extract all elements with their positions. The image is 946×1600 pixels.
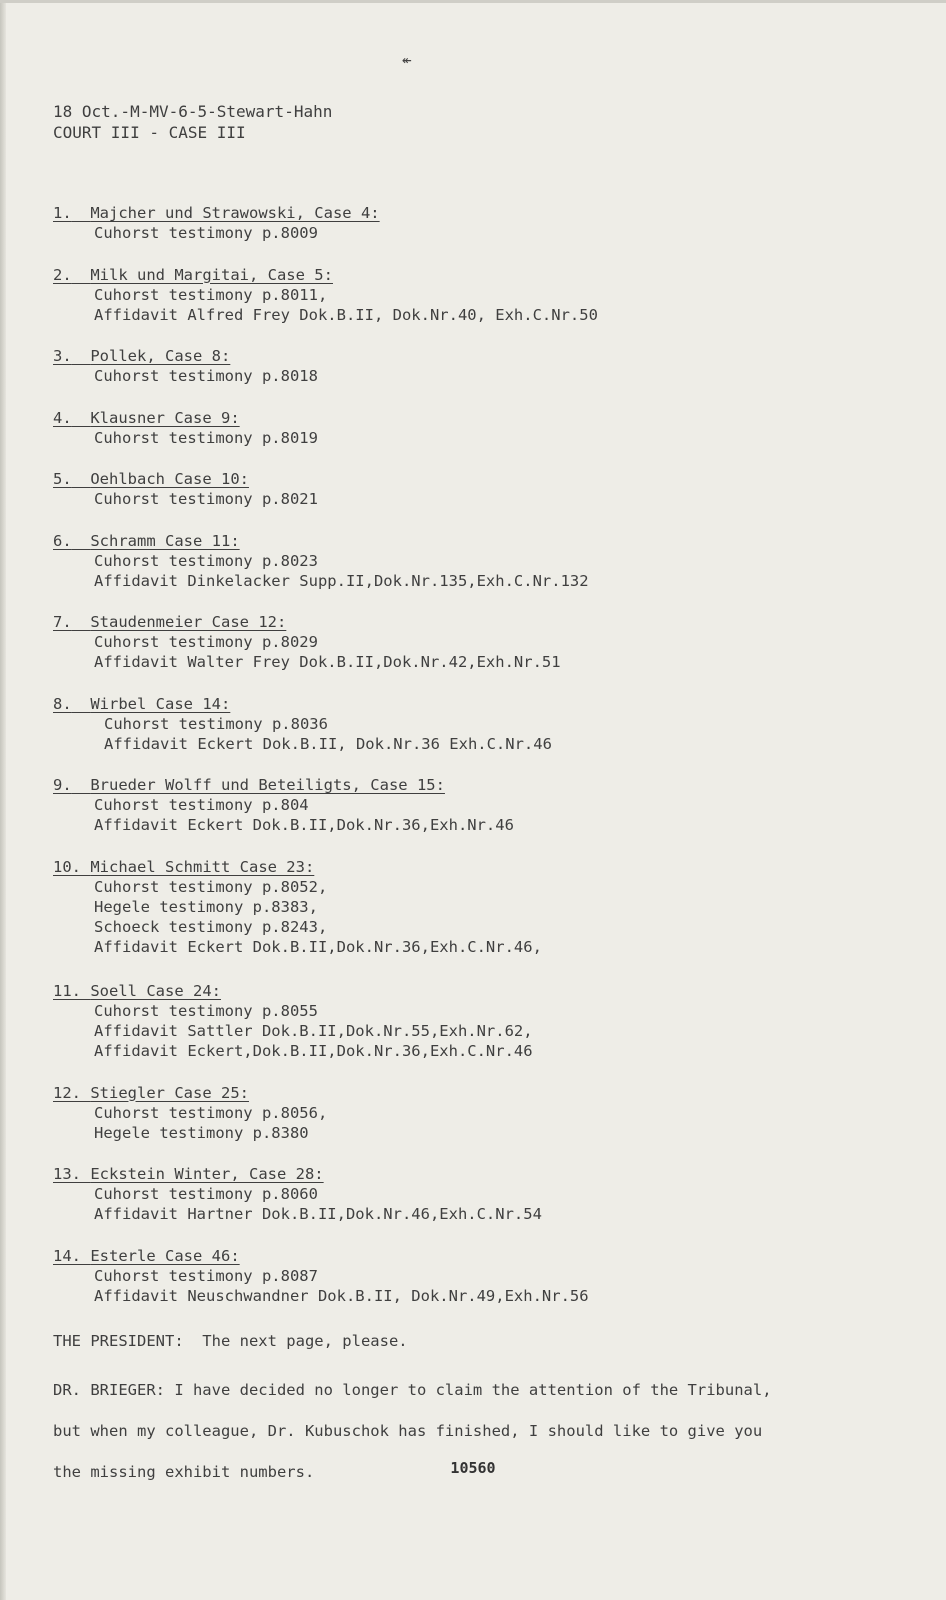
header-reference-line: 18 Oct.-M-MV-6-5-Stewart-Hahn [53, 102, 333, 121]
case-entry [53, 1164, 913, 1246]
entry-title: Majcher und Strawowski, Case 4: [90, 204, 380, 222]
entry-line: Cuhorst testimony p.804 [94, 796, 309, 814]
entry-title: Stiegler Case 25: [90, 1083, 249, 1102]
margin-mark: ↞ [402, 50, 412, 69]
case-entries-list [53, 203, 913, 1327]
entry-line: Cuhorst testimony p.8029 [94, 633, 318, 651]
entry-title: Brueder Wolff und Beteiligts, Case 15: [90, 776, 445, 794]
case-entry [53, 265, 913, 347]
entry-number: 1. [53, 204, 72, 222]
case-entry [53, 857, 913, 981]
entry-number: 7. [53, 613, 72, 631]
case-entry [53, 346, 913, 408]
entry-title: Schramm Case 11: [90, 531, 240, 550]
entry-number: 12. [53, 1083, 81, 1102]
entry-number: 8. [53, 694, 72, 713]
header-court-line: COURT III - CASE III [53, 123, 246, 142]
entry-line: Affidavit Alfred Frey Dok.B.II, Dok.Nr.40, Exh.C.Nr.50 [94, 305, 598, 324]
case-entry [53, 775, 913, 857]
entry-title: Wirbel Case 14: [90, 694, 231, 713]
entry-line: Cuhorst testimony p.8019 [94, 428, 318, 447]
case-entry [53, 1083, 913, 1165]
entry-line: Affidavit Neuschwandner Dok.B.II, Dok.Nr.49,Exh.Nr.56 [94, 1286, 589, 1305]
entry-line: Hegele testimony p.8380 [94, 1123, 309, 1142]
entry-line: Cuhorst testimony p.8060 [94, 1185, 318, 1203]
entry-line: Schoeck testimony p.8243, [94, 917, 328, 936]
entry-line: Cuhorst testimony p.8023 [94, 551, 318, 570]
case-entry [53, 531, 913, 613]
entry-number: 14. [53, 1246, 81, 1265]
case-entry [53, 694, 913, 776]
entry-line: Affidavit Walter Frey Dok.B.II,Dok.Nr.42,Exh.Nr.51 [94, 653, 561, 671]
entry-line: Cuhorst testimony p.8036 [104, 714, 328, 733]
entry-line: Cuhorst testimony p.8055 [94, 1001, 318, 1020]
entry-line: Affidavit Eckert Dok.B.II,Dok.Nr.36,Exh.C.Nr.46, [94, 937, 542, 956]
entry-number: 10. [53, 857, 81, 876]
entry-title: Eckstein Winter, Case 28: [90, 1165, 324, 1183]
entry-title: Milk und Margitai, Case 5: [90, 265, 333, 284]
president-statement: THE PRESIDENT: The next page, please. [53, 1332, 408, 1350]
case-entry [53, 1246, 913, 1328]
entry-title: Oehlbach Case 10: [90, 470, 249, 488]
entry-line: Affidavit Dinkelacker Supp.II,Dok.Nr.135,Exh.C.Nr.132 [94, 571, 589, 590]
entry-number: 2. [53, 265, 72, 284]
brieger-statement: DR. BRIEGER: I have decided no longer to claim the attention of the Tribunal, but when my colleague, Dr. Kubuschok has finished, I should like to give you the missing exhibit numbers. [53, 1381, 772, 1481]
case-entry [53, 981, 913, 1083]
entry-number: 4. [53, 408, 72, 427]
case-entry [53, 203, 913, 265]
entry-line: Affidavit Eckert,Dok.B.II,Dok.Nr.36,Exh.C.Nr.46 [94, 1041, 533, 1060]
case-entry [53, 612, 913, 694]
entry-title: Michael Schmitt Case 23: [90, 857, 315, 876]
entry-line: Affidavit Hartner Dok.B.II,Dok.Nr.46,Exh.C.Nr.54 [94, 1205, 542, 1223]
entry-title: Staudenmeier Case 12: [90, 613, 287, 631]
case-entry [53, 469, 913, 531]
entry-line: Affidavit Eckert Dok.B.II, Dok.Nr.36 Exh.C.Nr.46 [104, 734, 552, 753]
entry-line: Cuhorst testimony p.8087 [94, 1266, 318, 1285]
entry-line: Cuhorst testimony p.8009 [94, 224, 318, 242]
entry-line: Cuhorst testimony p.8011, [94, 285, 328, 304]
case-entry [53, 408, 913, 470]
entry-title: Pollek, Case 8: [90, 347, 231, 365]
page-number: 10560 [450, 1459, 496, 1477]
entry-line: Hegele testimony p.8383, [94, 897, 318, 916]
entry-line: Cuhorst testimony p.8052, [94, 877, 328, 896]
entry-number: 11. [53, 981, 81, 1000]
entry-title: Klausner Case 9: [90, 408, 240, 427]
document-header [53, 101, 332, 143]
entry-line: Cuhorst testimony p.8018 [94, 367, 318, 385]
entry-line: Cuhorst testimony p.8021 [94, 490, 318, 508]
entry-line: Affidavit Eckert Dok.B.II,Dok.Nr.36,Exh.Nr.46 [94, 816, 514, 834]
entry-title: Soell Case 24: [90, 981, 221, 1000]
entry-number: 5. [53, 470, 72, 488]
entry-number: 3. [53, 347, 72, 365]
entry-line: Cuhorst testimony p.8056, [94, 1103, 328, 1122]
entry-line: Affidavit Sattler Dok.B.II,Dok.Nr.55,Exh.Nr.62, [94, 1021, 533, 1040]
entry-number: 6. [53, 531, 72, 550]
entry-title: Esterle Case 46: [90, 1246, 240, 1265]
entry-number: 13. [53, 1165, 81, 1183]
entry-number: 9. [53, 776, 72, 794]
